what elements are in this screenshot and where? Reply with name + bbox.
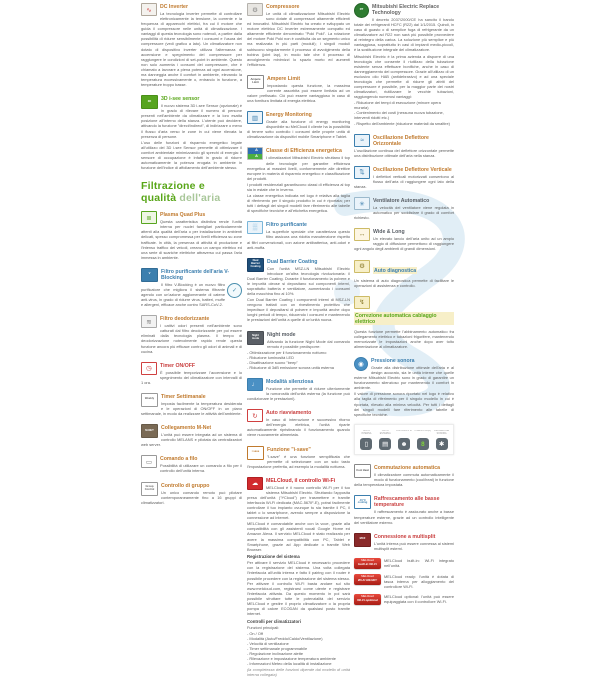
bullet-list (354, 100, 454, 125)
bullet-list (247, 350, 350, 370)
section-wide-and-long (354, 227, 454, 251)
section-timer-settimanale (141, 392, 242, 416)
section-auto-riavviamento (247, 408, 350, 437)
body-text: In caso di interruzione e successivo ritorno dell'energia elettrica, l'unità riparte automaticamente ripristinando il funzionamento quando viene nuovamente alimentata. (247, 417, 350, 438)
bullet-item: - Riduzione dei tempi di esecuzione (minore opera muraria) (354, 100, 454, 110)
energy-monitoring-icon: ▥ (247, 111, 263, 124)
section-modalita-silenziosa (247, 377, 350, 401)
ampere-limit-icon: Ampere Limit (247, 75, 264, 89)
correzione-automatica-cablaggio-icon: ↯ (354, 296, 370, 309)
feature-title-filtro-purificante-v-blocking: Filtro purificante dell'aria V-Blocking (161, 268, 230, 281)
section-raffrescamento-basse-temperature (354, 494, 454, 524)
icon-caption: UNITÀ ESTERNA (379, 429, 391, 435)
bullet-item: - Timer settimanale programmabile (247, 646, 350, 651)
auto-diagnostica-icon: ⚙ (354, 260, 370, 273)
badge-brand: MELCloud (361, 559, 374, 563)
body-text: La velocità del ventilatore viene regolata in automatico per soddisfare il grado di comfort richiesto. (354, 205, 454, 221)
raffrescamento-basse-temperature-icon: -15°C cooling (354, 495, 371, 509)
feature-title-compressore: Compressore (266, 4, 300, 10)
section-collegamento-m-net (141, 423, 242, 447)
melcloud-badges (354, 558, 454, 605)
body-text: I cattivi odori presenti nell'ambiente sono catturati dal filtro deodorizzante per poi essere eliminati dalla tecnologia plasma. Il tempo di deodorizzazione notevolmente rapido rende questa funzione ancora più efficace contro gli odori di animali e di cucina. (141, 323, 242, 354)
compressore-icon: ⚙ (247, 3, 263, 16)
section-funzione-i-save (247, 445, 350, 469)
section-oscillazione-deflettore-verticale (354, 165, 454, 189)
modalita-silenziosa-icon: ♩ (247, 378, 263, 391)
certification-stamp-icon: ✓ (227, 283, 242, 298)
connessione-a-multisplit-icon: MXZ (354, 533, 371, 547)
bullet-item: - Disattivazione suono "beep" (247, 360, 350, 365)
feature-title-timer-on-off: Timer ON/OFF (160, 362, 196, 369)
timer-settimanale-icon: Weekly (141, 393, 158, 407)
icon-cell (377, 430, 394, 451)
icon-cell (358, 430, 375, 451)
badge-variant: Wi-Fi optional (357, 598, 378, 603)
feature-title-auto-diagnostica: Auto diagnostica (374, 267, 417, 274)
feature-title-wide-and-long: Wide & Long (373, 229, 405, 236)
feature-title-dual-barrier-coating: Dual Barrier Coating (267, 258, 318, 265)
bullet-list (247, 631, 350, 667)
feature-title-ampere-limit: Ampere Limit (267, 75, 301, 82)
section-auto-diagnostica (354, 259, 454, 288)
filtro-purificante-icon: ▒ (247, 221, 263, 234)
body-text: Imposta facilmente la temperatura desiderata e le operazioni di ON/OFF in un piano settimanale, in modo da realizzare le attività dell'ambiente. (141, 400, 242, 417)
column-left (141, 2, 242, 512)
pressione-sonora-icons-glyph-4-icon: ✱ (436, 438, 448, 450)
section-ventilatore-automatico (354, 196, 454, 220)
bullet-item: - Rispetto dell'ambiente (riduzione materiali da smaltire) (354, 121, 454, 126)
auto-riavviamento-icon: ↻ (247, 409, 263, 422)
section-replace-technology (354, 2, 454, 126)
bullet-item: - Riduzione luminosità LED (247, 355, 350, 360)
body-text: La classe energetica indicata nel logo è relativa alla taglia di riferimento per il singolo prodotto in cui è riportata; per tutti i dettagli dei singoli modelli fare riferimento alle tabelle di specifiche tecniche e all'etichetta energetica. (247, 193, 350, 214)
icon-cell (395, 430, 412, 451)
collegamento-m-net-icon: M-NET (141, 424, 158, 438)
feature-title-plasma-quad-plus: Plasma Quad Plus (160, 212, 206, 219)
section-plasma-quad-plus (141, 210, 242, 260)
body-text: (la completezza delle funzioni dipende dal modello di unità interna collegata) (247, 667, 350, 678)
feature-title-oscillazione-deflettore-orizzontale: Oscillazione Deflettore Orizzontale (373, 134, 429, 147)
section-energy-monitoring (247, 110, 350, 139)
bullet-item: - Contenimento dei costi (nessuna nuova tubazione, interventi ridotti etc.) (354, 110, 454, 120)
body-text: Con Dual Barrier Coating i componenti interni di MSZ-LN vengono trattati con un rivestimento protettivo che impedisce il depositarsi di polvere e impurità anche dopo lunghi periodi di tempo, riducendo i consumi e mantenendo le prestazioni dell'unità a quelle di un'unità nuova. (247, 297, 350, 323)
body-text: I climatizzatori Mitsubishi Electric sfruttano il top delle tecnologie per garantire efficienza energetica ai massimi livelli, conformemente alle direttive europee in materia di risparmio energetico e classificazione dei prodotti. (247, 155, 350, 181)
feature-title-raffrescamento-basse-temperature: Raffrescamento alle basse temperature (374, 496, 440, 509)
section-dual-barrier-coating (247, 257, 350, 323)
oscillazione-deflettore-orizzontale-icon: ≈ (354, 134, 370, 147)
section-night-mode (247, 330, 350, 370)
dual-barrier-coating-icon: Dual Barrier Coating (247, 258, 264, 272)
body-text: Grazie alla funzione di energy monitoring disponibile su MelCloud il cliente ha la possibilità di tenere sotto controllo i consumi delle proprie unità di climatizzazione da dispositivi mobile Smartphone e Tablet. (247, 119, 350, 140)
body-text: La superficie speciale che caratterizza questo filtro assicura una ridotta manutenzione rispetto ai filtri convenzionali, con azione antibatterica, anti-odori e anti-muffa. (247, 229, 350, 250)
melcloud-badge-icon (354, 574, 381, 585)
section-timer-on-off (141, 361, 242, 385)
section-dc-inverter (141, 2, 242, 87)
body-text: Funzione che permette di ridurre ulteriormente la rumorosità dell'unità esterna (la funzione può condizionare le prestazioni). (247, 385, 350, 402)
body-text: L'oscillazione continua del deflettore orizzontale permette una distribuzione ottimale dell'aria nella stanza. (354, 147, 454, 158)
controllo-di-gruppo-icon: Group Control (141, 482, 158, 496)
section-commutazione-automatica (354, 463, 454, 487)
body-text: Per attivare il servizio MELCloud è necessario procedere con la registrazione del sistema. Una volta collegata l'interfaccia all'unità interna e fatto il pairing con il router è possibile procedere con la registrazione del sistema stesso. Per attivare il controllo Wi-Fi basta andare sul sito www.melcloud.com, registrarsi come utente e registrare l'interfaccia attivata. Da questo momento in poi sarà possibile sfruttare tutte le potenzialità del servizio MELCloud e gestire il proprio climatizzatore o la propria pompa di calore ECODAN da qualsiasi posto tramite internet. (247, 560, 350, 617)
column-middle (247, 2, 350, 684)
heading-part-green: Filtrazione e qualità (141, 180, 205, 205)
oscillazione-deflettore-verticale-icon: ⇅ (354, 166, 370, 179)
3d-i-see-sensor-icon: 3D (141, 95, 158, 109)
body-text: MELCloud è il nuovo controllo Wi-Fi per il tuo sistema Mitsubishi Electric. Sfruttando l'apposita presa dell'unità ("i*Cloud") per trasmettere e tramite interfaccia Wi-Fi dedicata (MAC-567IF-E), potrai facilmente controllare il tuo impianto ovunque tu sia tramite il PC, il tablet o lo smartphone, avendo sempre a disposizione la connessione ad internet. (247, 484, 350, 521)
classe-efficienza-energetica-icon: A A (247, 147, 263, 160)
feature-title-funzione-i-save: Funzione "i-save" (267, 446, 311, 453)
bullet-item: - Rilevazione e impostazione temperatura ambiente (247, 656, 350, 661)
section-filtro-purificante-v-blocking (141, 267, 242, 307)
ventilatore-automatico-icon: ✳ (354, 197, 370, 210)
body-text: L'uso delle funzioni di risparmio energetico legate all'utilizzo del 3D i-see Sensor permette di ottimizzare il comfort ambientale minimizzando gli sprechi di energia: il sensore di occupazione è infatti in grado di ridurre automaticamente la potenza erogata in ambiente in funzione dell'indice di affollamento dell'ambiente stesso. (141, 139, 242, 171)
night-mode-icon: Night mode (247, 331, 264, 345)
icon-caption: PERCEZIONE SONORA (434, 429, 450, 435)
melcloud-badge-icon (354, 558, 381, 569)
feature-title-oscillazione-deflettore-verticale: Oscillazione Deflettore Verticale (373, 166, 452, 173)
section-correzione-automatica-cablaggio (354, 295, 454, 349)
section-classe-efficienza-energetica (247, 146, 350, 213)
body-text: Le unità di climatizzazione Mitsubishi Electric sono dotate di compressori altamente efficienti ed innovativi. Mitsubishi Electric ha creato e sviluppato un motore elettrico DC Inverter estremamente compatto ed altamente efficiente denominato "Poki Poki". La rotazione del motore Poki Poki non è costituita da un segmento unico ma realizzata in più parti (moduli); i singoli moduli subiscono singolarmente il processo di avvolgimento della bobina (joint lap), in modo tale che il processo di avvolgimento minimizzi lo spazio morto ed aumenti l'efficienza. (247, 11, 350, 67)
bullet-item: - Riduzione di 3dB emissione sonora unità esterna (247, 365, 350, 370)
dc-inverter-icon: ∿ (141, 3, 157, 16)
feature-title-connessione-a-multisplit: Connessione a multisplit (374, 533, 436, 540)
feature-title-filtro-deodorizzante: Filtro deodorizzante (160, 316, 210, 323)
column-right (354, 2, 454, 612)
feature-title-controllo-di-gruppo: Controllo di gruppo (161, 482, 210, 489)
pressione-sonora-icons-glyph-1-icon: ▤ (379, 438, 391, 450)
section-oscillazione-deflettore-orizzontale (354, 133, 454, 158)
body-text: Mitsubishi Electric è la prima azienda a disporre di una tecnologia che consente il riutilizzo della tubazione esistente senza effettuare bonifiche, anche in caso di danneggiamento del compressore. Grazie all'utilizzo di un esclusivo olio HAB (antidebrasivo) e ad una speciale tecnologia che permette di ridurre gli attriti del compressore è possibile, per la maggior parte dei nostri climatizzatori, riutilizzare le vecchie tubazioni, raggiungendo numerosi vantaggi: (354, 53, 454, 100)
icon-cell (414, 430, 431, 451)
body-text: MELCloud è comandabile anche con la voce, grazie alla compatibilità con gli assistenti vocali Google Home ed Amazon Alexa. Il servizio MELCloud è stato realizzato per avere la massima compatibilità con PC, Tablet e Smartphone, grazie ad App dedicate o tramite Web Browser. (247, 521, 350, 552)
badge-variant: Wi-Fi READY (357, 578, 378, 582)
badge-row (354, 558, 454, 569)
feature-title-ventilatore-automatico: Ventilatore Automatico (373, 198, 430, 205)
body-text: Possibilità di utilizzare un comando a filo per il controllo dell'unità interna. (160, 463, 242, 474)
icon-caption: LIVELLO DB(A) (414, 429, 431, 432)
filtro-deodorizzante-icon: ≋ (141, 315, 157, 328)
section-compressore (247, 2, 350, 67)
subheading: Registrazione del sistema (247, 554, 300, 560)
badge-description: MELCloud built-in: Wi-Fi integrato nell'unità. (384, 557, 454, 568)
body-text: La tecnologia inverter permette di controllare elettronicamente la tensione, la corrente e la frequenza di apparecchi elettrici, fra cui il motore che guida il compressore nelle unità di climatizzazione. I vantaggi di questa tecnologia sono notevoli, a partire dalla possibilità di ridurre sensibilmente i consumi e l'usura del compressore (vedi grafico a lato). Un climatizzatore non dotato di dispositivo inverter utilizza l'alternanza di accensione e spegnimento del compressore per raggiungere le condizioni di set-point in ambiente. Questo non solo aumenta i consumi del compressore, che è chiamato a lavorare a piena potenza ad ogni accensione, ma danneggia anche il comfort in ambiente, elevando la temperatura eccessivamente o, entrando in funzione, a temperature troppo basse. (141, 11, 242, 88)
feature-title-timer-settimanale: Timer Settimanale (161, 393, 206, 400)
feature-title-auto-riavviamento: Auto riavviamento (266, 410, 312, 417)
wide-and-long-icon: ↔ (354, 228, 370, 241)
badge-brand: MELCloud (361, 575, 374, 579)
pressione-sonora-icons-glyph-3-icon: 8 (417, 438, 429, 450)
feature-title-filtro-purificante: Filtro purificante (266, 222, 307, 229)
body-text: I prodotti residenziali garantiscono classi di efficienza al top sia in estate che in inverno. (247, 181, 350, 192)
comando-a-filo-icon: ▭ (141, 455, 157, 468)
filtration-section-heading (141, 180, 242, 204)
feature-title-night-mode: Night mode (267, 331, 296, 338)
feature-title-dc-inverter: DC Inverter (160, 4, 188, 10)
icon-caption: UNITÀ INTERNA (361, 429, 372, 435)
body-text: Questa funzione permette l'abbinamento automatico fra collegamento elettrico e tubazioni frigorifere, mantenendo memorizzate le impostazioni anche dopo aver tolto alimentazione al climatizzatore. (354, 328, 454, 349)
feature-title-energy-monitoring: Energy Monitoring (266, 112, 312, 119)
body-text: Il filtro V-Blocking è un nuovo filtro purificatore che migliora il sistema filtrante agendo con un'azione agglomerante di catene anti-virus, in grado di ridurre virus, batteri, muffe e allergeni, efficace anche contro SARS-CoV-2. (141, 281, 225, 308)
feature-title-modalita-silenziosa: Modalità silenziosa (266, 378, 314, 385)
body-text: Con l'unità MSZ-LN Mitsubishi Electric introduce un'altra tecnologia rivoluzionaria: il Dual Barrier Coating. Durante il funzionamento la polvere e le impurità oleose si depositano sui componenti interni, soprattutto batteria e ventilatore, aumentando i consumi della macchina fino al 10%. (247, 265, 350, 297)
icon-caption: DISTANZA 1 M (396, 429, 412, 432)
plasma-quad-plus-icon: ≣ (141, 211, 157, 224)
sound-pressure-icon-card (354, 424, 454, 456)
body-text: Un elevato lancio dell'aria unito ad un ampio raggio di diffusione permettono di raggiungere ogni angolo degli ambienti di grandi dimensioni. (354, 236, 454, 252)
body-text: Il decreto 2037/2000/CE ha sancito il bando totale dei refrigeranti HCFC (R22) dal 1/1/2015. Quindi, in caso di guasto o di semplice fuga di refrigerante da un climatizzatore ad R22 non sarà più possibile provvedere al reintegro della carica. La soluzione più semplice e più vantaggiosa, soprattutto in casi di impianti medio-piccoli, è la sostituzione integrale del climatizzatore. (354, 17, 454, 53)
pressione-sonora-icons-glyph-0-icon: ▯ (360, 438, 372, 450)
heading-part-light: dell'aria (179, 192, 221, 205)
melcloud-icon: ☁ (247, 477, 263, 490)
badge-variant: built-in Wi-Fi (358, 562, 377, 566)
section-melcloud (247, 476, 350, 678)
body-text: Attivando la funzione Night Mode dal comando remoto è possibile predisporre: (267, 338, 350, 349)
timer-on-off-icon: ◷ (141, 362, 157, 375)
feature-title-classe-efficienza-energetica: Classe di Efficienza energetica (266, 148, 342, 155)
feature-title-correzione-automatica-cablaggio: Correzione automatica cablaggio elettrico (354, 312, 454, 325)
body-text: Questa caratteristica distintiva rende l'unità interna per nuclei famigliari particolarmente attenti alla qualità dell'aria o per installazione in ambienti delicati, spesso compromessa per livelli efficienza su zone trafficate. In città, la presenza di attività di produzione e l'intenso traffico dei veicoli, creano un campo elettrico ed una serie di scariche elettriche attraverso cui passa l'aria immessa in ambiente. (141, 219, 242, 260)
body-text: Funzioni principali: (247, 624, 280, 630)
badge-brand: MELCloud (361, 595, 374, 599)
feature-title-melcloud: MELCloud, il controllo Wi-Fi (266, 477, 336, 484)
bullet-item: - On / Off (247, 631, 350, 636)
replace-technology-icon: RT (354, 3, 369, 18)
body-text: Un sistema di auto diagnostica permette di facilitare le operazioni di assistenza e controllo. (354, 277, 454, 288)
bullet-item: - Ottimizzazione per il funzionamento notturno (247, 350, 350, 355)
body-text: Il valore di pressione sonora riportato nel logo è relativo alla taglia di riferimento per il singolo modello in cui è riportata, rilevato alla minima velocità. Per tutti i dettagli dei singoli modelli fare riferimento alle tabelle di specifiche tecniche. (354, 391, 454, 417)
feature-title-replace-technology: Mitsubishi Electric Replace Technology (372, 4, 440, 16)
body-text: Un unico comando remoto può pilotare contemporaneamente fino a 16 gruppi di climatizzatori. (141, 489, 242, 505)
body-text: I deflettori verticali motorizzati consentono al flusso dell'aria di raggiungere ogni lato della stanza. (354, 173, 454, 189)
filtro-purificante-v-blocking-icon: V (141, 268, 158, 282)
pressione-sonora-icons-glyph-2-icon: ☻ (398, 438, 410, 450)
body-text: L'unità interna può essere connessa ai sistemi multisplit esterni. (374, 540, 454, 551)
section-3d-i-see-sensor (141, 94, 242, 170)
funzione-i-save-icon: i save (247, 446, 264, 460)
badge-description: MELCloud ready: l'unità è dotata di tasca interna per alloggiamento del controllore Wi-Fi. (384, 573, 454, 590)
body-text: Impostando questa funzione, la massima corrente assorbita può essere limitata ad un valore prefissato. Ciò può essere vantaggioso in caso di una fornitura limitata di energia elettrica. (247, 82, 350, 104)
bullet-item: - Modalità (Auto/Freddo/Caldo/Ventilazione) (247, 636, 350, 641)
body-text: Il nuovo sistema 3D i-see Sensor (opzionale) è in grado di rilevare il numero di persone presenti nell'ambiente da climatizzare e la loro esatta posizione all'interno della stanza. L'utente può decidere, attivando la funzione "direct/indirect", di indirizzare o meno il flusso d'aria verso le zone in cui viene rilevata la presenza di persone. (141, 103, 242, 139)
feature-title-pressione-sonora: Pressione sonora (371, 357, 415, 364)
body-text: È possibile temporizzare l'accensione e lo spegnimento del climatizzatore con intervalli di 1 ora. (141, 369, 242, 385)
bullet-item: - Velocità di ventilazione (247, 641, 350, 646)
section-comando-a-filo (141, 454, 242, 473)
feature-title-commutazione-automatica: Commutazione automatica (374, 465, 441, 472)
feature-title-collegamento-m-net: Collegamento M-Net (161, 425, 212, 432)
section-pressione-sonora (354, 356, 454, 417)
body-text: Il raffrescamento è assicurato anche a basse temperature esterne, grazie ad un controllo intelligente del ventilatore esterno. (354, 509, 454, 525)
commutazione-automatica-icon: Cool Heat (354, 464, 371, 478)
icon-cell (433, 430, 450, 451)
body-text: L'unità può essere integrata ad un sistema di controllo MELANS e pilotata da centralizzatori web server. (141, 432, 242, 448)
section-connessione-a-multisplit (354, 532, 454, 551)
body-text: Il climatizzatore commuta automaticamente il modo di funzionamento (cool/heat) in funzione della temperatura impostata. (354, 472, 454, 488)
badge-description: MELCloud optional: l'unità può essere equipaggiata con il controllore Wi-Fi. (384, 594, 454, 605)
feature-title-3d-i-see-sensor: 3D i-see sensor (161, 96, 200, 103)
body-text: "i-save" è una funzione semplificata che permette di selezionare con un solo tasto l'impostazione preferita, ad esempio la modalità notturna. (247, 453, 350, 469)
badge-row (354, 574, 454, 589)
subheading: Controlli per climatizzatori (247, 618, 301, 624)
bullet-item: - Regolazione inclinazione alette (247, 651, 350, 656)
pressione-sonora-icon: ◉ (354, 357, 368, 371)
section-filtro-purificante (247, 220, 350, 249)
section-ampere-limit (247, 74, 350, 103)
section-controllo-di-gruppo (141, 481, 242, 505)
section-filtro-deodorizzante (141, 314, 242, 353)
body-text: Grazie alla distribuzione ottimale dell'aria e al design accurato, sia le unità interne che quelle esterne Mitsubishi Electric sono in grado di garantire un funzionamento silenzioso pur mantenendo il comfort in ambiente. (354, 364, 454, 391)
bullet-item: - Informazioni Meteo della località di installazione (247, 661, 350, 666)
feature-title-comando-a-filo: Comando a filo (160, 456, 198, 463)
